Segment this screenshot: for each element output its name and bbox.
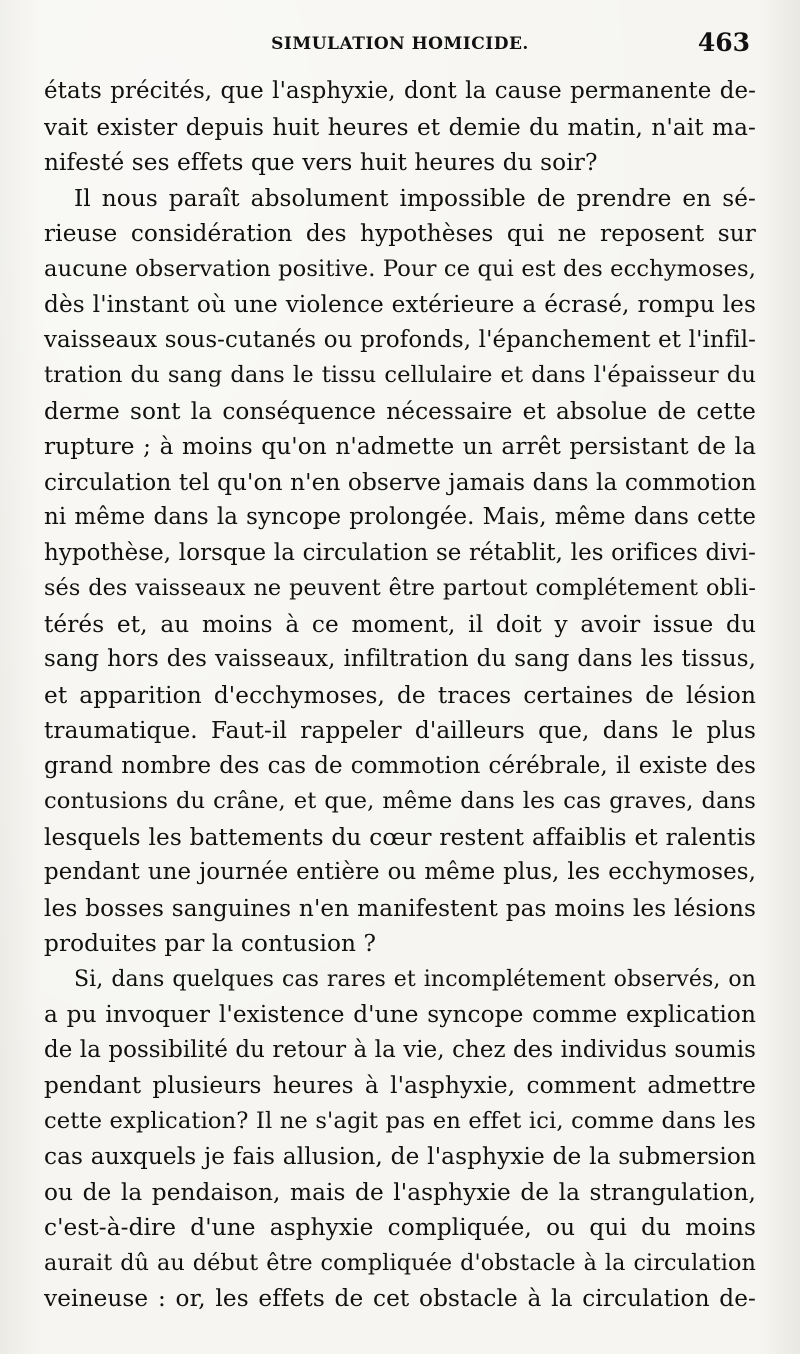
text-line: ni même dans la syncope prolongée. Mais, même dans cette [44, 504, 756, 530]
text-line: pendant plusieurs heures à l'asphyxie, comment admettre [44, 1072, 756, 1099]
text-line: cette explication? Il ne s'agit pas en effet ici, comme dans les [44, 1107, 756, 1134]
text-line: dès l'instant où une violence extérieure a écrasé, rompu les [44, 291, 756, 318]
text-line: traumatique. Faut-il rappeler d'ailleurs que, dans le plus [44, 717, 756, 744]
text-line: derme sont la conséquence nécessaire et absolue de cette [44, 397, 756, 425]
text-line: ou de la pendaison, mais de l'asphyxie de la strangulation, [44, 1178, 756, 1206]
text-line: lesquels les battements du cœur restent affaiblis et ralentis [44, 823, 756, 851]
text-line: les bosses sanguines n'en manifestent pas moins les lésions [44, 894, 756, 922]
text-line: sang hors des vaisseaux, infiltration du sang dans les tissus, [44, 646, 756, 672]
text-line: c'est-à-dire d'une asphyxie compliquée, ou qui du moins [44, 1214, 756, 1241]
text-line: cas auxquels je fais allusion, de l'asphyxie de la submersion [44, 1143, 756, 1170]
text-line: aurait dû au début être compliquée d'obstacle à la circulation [44, 1249, 756, 1276]
text-line: aucune observation positive. Pour ce qui est des ecchymoses, [44, 255, 756, 282]
page-number: 463 [697, 28, 750, 57]
text-line: rieuse considération des hypothèses qui ne reposent sur [44, 220, 756, 247]
text-line: de la possibilité du retour à la vie, chez des individus soumis [44, 1036, 756, 1063]
text-line: Si, dans quelques cas rares et incomplétement observés, on [74, 966, 756, 992]
text-line: contusions du crâne, et que, même dans les cas graves, dans [44, 788, 756, 814]
running-head: SIMULATION HOMICIDE. [271, 34, 529, 54]
text-line: circulation tel qu'on n'en observe jamais dans la commotion [44, 468, 757, 496]
text-line: Il nous paraît absolument impossible de prendre en sé- [74, 184, 756, 212]
text-line: térés et, au moins à ce moment, il doit y avoir issue du [44, 610, 756, 638]
text-line: rupture ; à moins qu'on n'admette un arrêt persistant de la [44, 433, 756, 460]
body-text [44, 74, 756, 1317]
text-line: a pu invoquer l'existence d'une syncope comme explication [44, 1001, 756, 1028]
text-line: grand nombre des cas de commotion cérébrale, il existe des [44, 752, 756, 779]
text-line: états précités, que l'asphyxie, dont la cause permanente de- [44, 78, 756, 104]
text-line: et apparition d'ecchymoses, de traces certaines de lésion [44, 681, 756, 709]
text-line: veineuse : or, les effets de cet obstacle à la circulation de- [44, 1285, 756, 1312]
text-line: tration du sang dans le tissu cellulaire et dans l'épaisseur du [44, 362, 756, 388]
text-line: sés des vaisseaux ne peuvent être partout complétement obli- [44, 575, 756, 601]
text-line: vaisseaux sous-cutanés ou profonds, l'épanchement et l'infil- [44, 326, 756, 353]
text-line: pendant une journée entière ou même plus, les ecchymoses, [44, 859, 756, 885]
text-line: hypothèse, lorsque la circulation se rétablit, les orifices divi- [44, 539, 756, 566]
text-line: nifesté ses effets que vers huit heures du soir? [44, 149, 598, 176]
text-line: produites par la contusion ? [44, 930, 377, 957]
page-header [0, 26, 800, 66]
text-line: vait exister depuis huit heures et demie du matin, n'ait ma- [44, 113, 756, 141]
